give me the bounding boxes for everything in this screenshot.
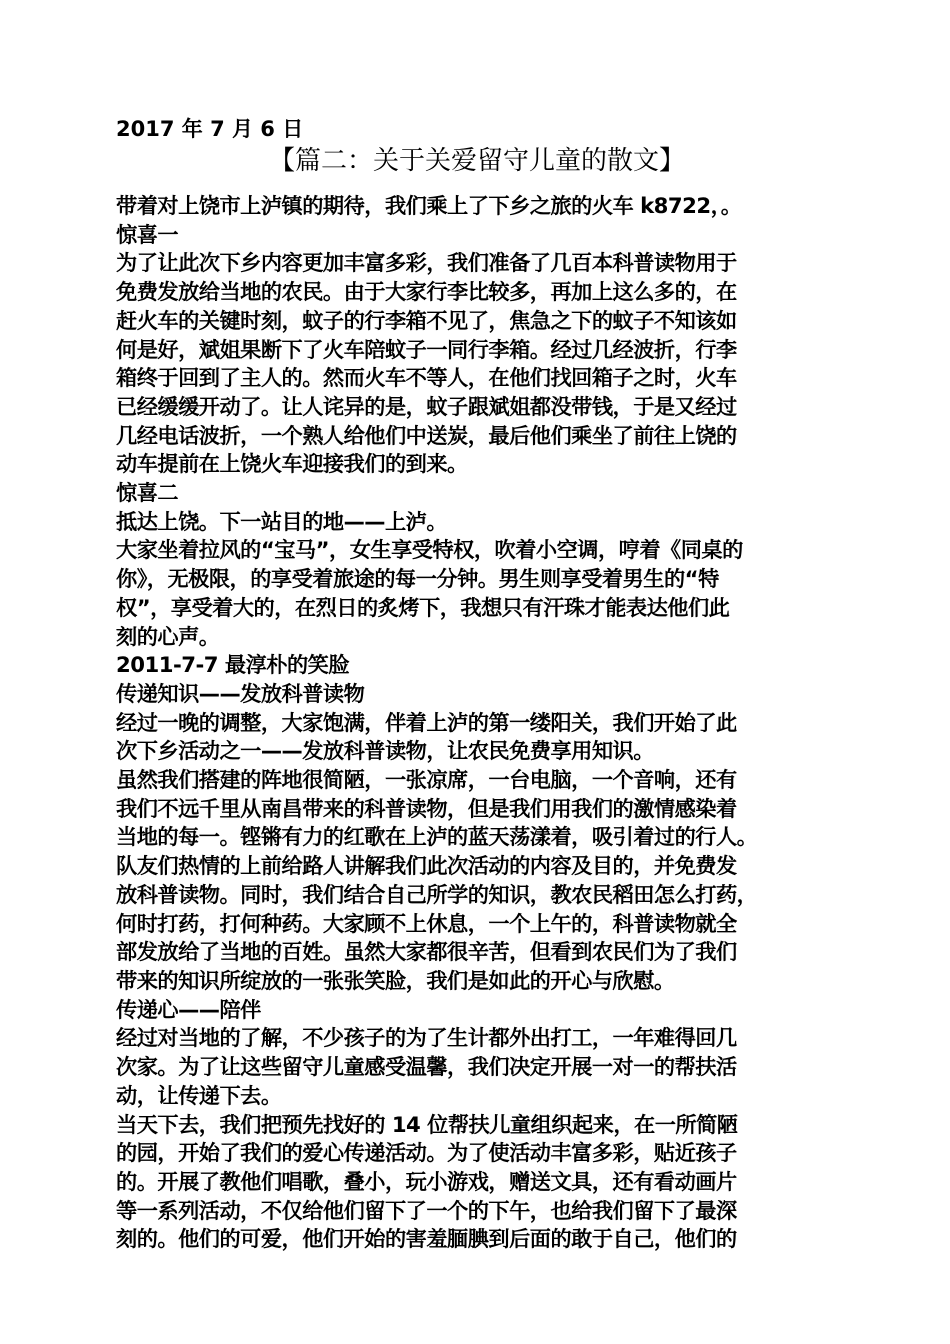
text-line: 为了让此次下乡内容更加丰富多彩，我们准备了几百本科普读物用于	[116, 250, 737, 276]
text-line: 传递心——陪伴	[116, 996, 261, 1022]
text-line: 虽然我们搭建的阵地很简陋，一张凉席，一台电脑，一个音响，还有	[116, 767, 737, 793]
text-line: 何时打药，打何种药。大家顾不上休息，一个上午的，科普读物就全	[116, 910, 737, 936]
text-line: 我们不远千里从南昌带来的科普读物，但是我们用我们的激情感染着	[116, 795, 737, 821]
text-line: 惊喜一	[116, 221, 179, 247]
text-line: 权”，享受着大的，在烈日的炙烤下，我想只有汗珠才能表达他们此	[116, 594, 730, 620]
text-line: 大家坐着拉风的“宝马”，女生享受特权，吹着小空调，哼着《同桌的	[116, 537, 743, 563]
text-line: 次家。为了让这些留守儿童感受温馨，我们决定开展一对一的帮扶活	[116, 1054, 737, 1080]
document-content	[116, 114, 838, 1254]
text-line: 带着对上饶市上泸镇的期待，我们乘上了下乡之旅的火车 k8722，。	[116, 193, 742, 218]
text-line: 等一系列活动，不仅给他们留下了一个的下午，也给我们留下了最深	[116, 1197, 737, 1223]
text-line: 队友们热情的上前给路人讲解我们此次活动的内容及目的，并免费发	[116, 853, 737, 879]
text-line: 动车提前在上饶火车迎接我们的到来。	[116, 451, 468, 477]
text-line: 的。开展了教他们唱歌，叠小，玩小游戏，赠送文具，还有看动画片	[116, 1168, 737, 1194]
document-body	[116, 192, 838, 1254]
text-line: 免费发放给当地的农民。由于大家行李比较多，再加上这么多的，在	[116, 279, 737, 305]
text-line: 当天下去，我们把预先找好的 14 位帮扶儿童组织起来，在一所简陋	[116, 1111, 738, 1137]
text-line: 2011-7-7 最淳朴的笑脸	[116, 652, 350, 678]
text-line: 带来的知识所绽放的一张张笑脸，我们是如此的开心与欣慰。	[116, 967, 675, 993]
document-title: 【篇二：关于关爱留守儿童的散文】	[268, 146, 685, 176]
text-line: 刻的。他们的可爱，他们开始的害羞腼腆到后面的敢于自己，他们的	[116, 1226, 737, 1252]
text-line: 抵达上饶。下一站目的地——上泸。	[116, 508, 448, 534]
text-line: 你》，无极限，的享受着旅途的每一分钟。男生则享受着男生的“特	[116, 566, 719, 592]
text-line: 惊喜二	[116, 480, 179, 506]
text-line: 赶火车的关键时刻，蚊子的行李箱不见了，焦急之下的蚊子不知该如	[116, 307, 737, 333]
text-line: 刻的心声。	[116, 623, 220, 649]
text-line: 的园，开始了我们的爱心传递活动。为了使活动丰富多彩，贴近孩子	[116, 1140, 737, 1166]
text-line: 部发放给了当地的百姓。虽然大家都很辛苦，但看到农民们为了我们	[116, 939, 737, 965]
text-line: 当地的每一。铿锵有力的红歌在上泸的蓝天荡漾着，吸引着过的行人。	[116, 824, 758, 850]
text-line: 传递知识——发放科普读物	[116, 680, 365, 706]
text-line: 几经电话波折，一个熟人给他们中送炭，最后他们乘坐了前往上饶的	[116, 422, 737, 448]
text-line: 放科普读物。同时，我们结合自己所学的知识，教农民稻田怎么打药，	[116, 881, 758, 907]
text-line: 箱终于回到了主人的。然而火车不等人，在他们找回箱子之时，火车	[116, 365, 737, 391]
text-line: 已经缓缓开动了。让人诧异的是，蚊子跟斌姐都没带钱，于是又经过	[116, 393, 737, 419]
document-date: 2017 年 7 月 6 日	[116, 117, 304, 141]
text-line: 动，让传递下去。	[116, 1082, 282, 1108]
text-line: 经过对当地的了解，不少孩子的为了生计都外出打工，一年难得回几	[116, 1025, 737, 1051]
text-line: 何是好，斌姐果断下了火车陪蚊子一同行李箱。经过几经波折，行李	[116, 336, 737, 362]
text-line: 经过一晚的调整，大家饱满，伴着上泸的第一缕阳关，我们开始了此	[116, 709, 737, 735]
text-line: 次下乡活动之一——发放科普读物，让农民免费享用知识。	[116, 738, 654, 764]
